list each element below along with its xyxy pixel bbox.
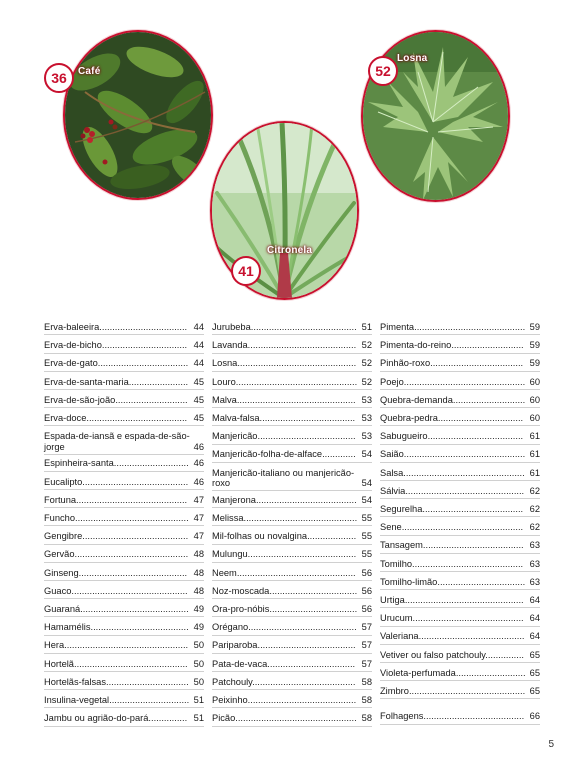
dot-leader: ......................................... [82, 531, 189, 542]
index-entry [212, 713, 372, 726]
index-entry-page: 61 [529, 449, 540, 460]
index-entry [44, 568, 204, 581]
index-entry [44, 413, 204, 426]
index-entry [380, 322, 540, 335]
index-entry [44, 431, 204, 455]
index-entry [212, 377, 372, 390]
index-entry [212, 431, 372, 444]
index-entry [44, 549, 204, 562]
dot-leader: ........................................... [412, 613, 524, 624]
index-entry-name: Tomilho [380, 558, 413, 569]
index-entry [380, 377, 540, 390]
index-entry [380, 559, 540, 572]
index-entry-page: 50 [193, 658, 204, 669]
index-entry-name: Louro [212, 376, 236, 387]
dot-leader: ............... [148, 713, 188, 724]
index-entry-page: 57 [361, 640, 372, 651]
dot-leader: ............................ [115, 394, 188, 405]
index-entry-name: Jurubeba [212, 322, 251, 332]
index-entry-name: Hortelã [44, 658, 74, 669]
index-entry-name: Espada-de-iansã e espada-de-são-jorge [44, 431, 190, 452]
index-entry-name: Lavanda [212, 340, 248, 351]
index-entry-name: Pariparoba [212, 640, 258, 651]
index-entry-page: 46 [193, 476, 204, 487]
dot-leader: .......................................... [247, 695, 357, 705]
dot-leader: ............................................ [243, 513, 358, 523]
index-entry-name: Valeriana [380, 631, 419, 642]
dot-leader: ............................................ [73, 658, 188, 669]
index-entry-page: 44 [193, 322, 204, 332]
dot-leader: ........................................... [412, 558, 524, 569]
index-entry-name: Folhagens [380, 711, 424, 722]
index-entry-name: Quebra-pedra [380, 413, 438, 423]
index-entry-page: 54 [361, 494, 372, 505]
index-entry [380, 395, 540, 408]
index-entry-name: Erva-baleeira [44, 322, 100, 332]
index-entry-page: 58 [361, 695, 372, 705]
photo-number-badge: 36 [44, 63, 74, 93]
index-entry-name: Vetiver ou falso patchouly [380, 649, 486, 660]
index-entry-page: 62 [529, 504, 540, 514]
dot-leader: ............................................... [401, 522, 524, 533]
index-entry-name: Melissa [212, 513, 244, 523]
index-entry-name: Gervão [44, 549, 75, 560]
index-entry-page: 61 [529, 467, 540, 478]
dot-leader: ................................. [437, 413, 524, 423]
index-entry-name: Erva-de-santa-maria [44, 376, 129, 387]
index-entry-page: 53 [361, 394, 372, 405]
dot-leader: ............................... [109, 695, 190, 705]
dot-leader: ............................................. [408, 686, 526, 696]
index-entry [380, 486, 540, 499]
index-entry [212, 495, 372, 508]
index-entry-page: 53 [361, 431, 372, 442]
index-entry [380, 340, 540, 353]
index-entry [44, 531, 204, 544]
index-entry [380, 413, 540, 426]
index-entry-page: 52 [361, 340, 372, 351]
dot-leader: .................................. [99, 322, 188, 332]
dot-leader: ...................................... [257, 640, 356, 651]
index-entry-page: 66 [529, 711, 540, 722]
index-entry [380, 595, 540, 608]
dot-leader: .................................. [269, 585, 358, 596]
index-entry-name: Saião [380, 449, 404, 460]
index-entry-name: Erva-de-são-joão [44, 394, 116, 405]
index-entry [212, 513, 372, 526]
index-entry [380, 358, 540, 371]
index-entry-page: 45 [193, 376, 204, 387]
dot-leader: ....................................... [423, 711, 525, 722]
index-entry-name: Salsa [380, 467, 404, 478]
index-entry-name: Sálvia [380, 485, 406, 496]
index-entry [380, 668, 540, 681]
index-entry-page: 64 [529, 595, 540, 605]
index-entry-name: Mulungu [212, 549, 248, 560]
index-entry-page: 47 [193, 531, 204, 542]
index-entry [380, 468, 540, 481]
photo-number-badge: 52 [368, 56, 398, 86]
index-entry-page: 52 [361, 358, 372, 369]
index-entry-page: 44 [193, 358, 204, 369]
index-entry-name: Guaraná [44, 604, 81, 614]
index-entry-name: Manjericão [212, 431, 258, 442]
photo-label: Citronela [267, 245, 313, 256]
index-entry-page: 65 [529, 649, 540, 660]
index-entry [212, 659, 372, 672]
index-entry-page: 49 [193, 622, 204, 633]
index-entry-page: 55 [361, 549, 372, 560]
index-entry-page: 63 [529, 558, 540, 569]
dot-leader: ....................................... [255, 494, 357, 505]
dot-leader: ........................................ [252, 676, 356, 687]
dot-leader: .......................................... [78, 567, 188, 578]
index-entry-name: Insulina-vegetal [44, 695, 110, 705]
index-entry [44, 322, 204, 335]
index-entry-name: Segurelha [380, 504, 423, 514]
dot-leader: ......................................... [82, 476, 189, 487]
index-entry [212, 340, 372, 353]
index-entry [212, 586, 372, 599]
dot-leader: .......................................... [80, 604, 189, 614]
index-entry-name: Malva-falsa [212, 413, 260, 423]
index-entry-name: Urtiga [380, 595, 405, 605]
index-entry [212, 568, 372, 581]
index-entry [44, 695, 204, 708]
index-entry [44, 586, 204, 599]
dot-leader: ........................................... [414, 322, 526, 332]
index-entry-name: Orégano [212, 622, 249, 633]
index-entry [212, 395, 372, 408]
index-entry-name: Losna [212, 358, 238, 369]
index-entry-page: 52 [361, 376, 372, 387]
dot-leader: ............. [322, 449, 356, 460]
index-entry-name: Erva-doce [44, 413, 87, 423]
index-entry-page: 63 [529, 576, 540, 587]
index-entry-page: 46 [193, 458, 204, 469]
index-entry-page: 61 [529, 431, 540, 442]
dot-leader: .............................................. [405, 485, 525, 496]
dot-leader: .................................... [430, 358, 524, 369]
index-entry [44, 477, 204, 490]
index-entry-page: 64 [529, 613, 540, 624]
index-entry [44, 677, 204, 690]
dot-leader: .................................. [267, 658, 356, 669]
index-entry-page: 60 [529, 394, 540, 405]
index-entry [212, 640, 372, 653]
index-entry-page: 48 [193, 585, 204, 596]
index-entry-name: Pimenta [380, 322, 415, 332]
index-entry-name: Manjericão-folha-de-alface [212, 449, 323, 460]
index-entry-page: 57 [361, 622, 372, 633]
index-entry-name: Mil-folhas ou novalgina [212, 531, 308, 542]
index-entry [380, 522, 540, 535]
index-entry-page: 65 [529, 667, 540, 678]
index-entry-name: Pinhão-roxo [380, 358, 431, 369]
index-entry [44, 659, 204, 672]
index-entry-name: Violeta-perfumada [380, 667, 456, 678]
index-entry [212, 449, 372, 462]
index-entry-name: Noz-moscada [212, 585, 270, 596]
index-entry [380, 540, 540, 553]
index-entry [212, 468, 372, 492]
index-entry [380, 504, 540, 517]
dot-leader: ............................ [451, 340, 524, 351]
index-entry [44, 495, 204, 508]
index-entry-name: Tomilho-limão [380, 576, 438, 587]
index-entry-name: Espinheira-santa [44, 458, 114, 469]
index-entry-page: 50 [193, 676, 204, 687]
index-entry-page: 54 [361, 478, 372, 488]
index-entry-page: 59 [529, 340, 540, 351]
index-entry-page: 45 [193, 394, 204, 405]
index-entry-page: 49 [193, 604, 204, 614]
dot-leader: .............................................. [237, 358, 357, 369]
photo-number-badge: 41 [231, 256, 261, 286]
index-entry-page: 64 [529, 631, 540, 642]
index-entry-name: Funcho [44, 513, 76, 523]
dot-leader: ............................................... [235, 713, 357, 724]
index-entry-name: Malva [212, 394, 237, 405]
dot-leader: .............................................. [236, 394, 356, 405]
index-entry-page: 59 [529, 322, 540, 332]
index-entry [212, 549, 372, 562]
dot-leader: ...................................... [90, 622, 189, 633]
dot-leader: .................................. [437, 576, 526, 587]
index-entry [380, 577, 540, 590]
dot-leader: ............... [485, 649, 525, 660]
index-entry-page: 51 [361, 322, 372, 332]
dot-leader: ............................ [452, 394, 526, 405]
index-entry-name: Picão [212, 713, 236, 724]
index-entry [44, 622, 204, 635]
index-entry [380, 650, 540, 663]
index-entry-page: 60 [529, 376, 540, 387]
dot-leader: ............................. [113, 458, 189, 469]
index-entry-page: 65 [529, 686, 540, 696]
index-entry-name: Hamamélis [44, 622, 91, 633]
dot-leader: ....................................... [422, 540, 524, 551]
index-entry [44, 377, 204, 390]
dot-leader: ............................................. [71, 585, 188, 596]
index-entry-name: Fortuna [44, 494, 77, 505]
dot-leader: .......................................... [247, 340, 357, 351]
dot-leader: ............................................ [75, 513, 189, 523]
index-entry-name: Pata-de-vaca [212, 658, 268, 669]
index-entry-page: 62 [529, 522, 540, 533]
dot-leader: ................................. [101, 340, 188, 351]
index-entry [380, 431, 540, 444]
index-entry [212, 413, 372, 426]
index-entry-name: Patchouly [212, 676, 253, 687]
dot-leader: ............................................... [235, 376, 358, 387]
index-entry [212, 531, 372, 544]
index-entry-page: 47 [193, 513, 204, 523]
dot-leader: .................................. [269, 604, 358, 614]
index-entry-name: Peixinho [212, 695, 248, 705]
index-entry [212, 358, 372, 371]
index-entry-page: 58 [361, 713, 372, 724]
index-entry-page: 56 [361, 585, 372, 596]
index-entry-name: Manjericão-italiano ou manjericão-roxo [212, 467, 355, 488]
index-entry-page: 47 [193, 494, 204, 505]
dot-leader: .......................................... [248, 622, 357, 633]
index-entry [212, 695, 372, 708]
dot-leader: ..................................... [427, 431, 524, 442]
index-entry [380, 711, 540, 724]
index-entry-name: Sene [380, 522, 402, 533]
page-number: 5 [548, 739, 554, 750]
index-entry-name: Manjerona [212, 494, 256, 505]
index-entry [212, 604, 372, 617]
index-entry [380, 631, 540, 644]
index-entry-page: 60 [529, 413, 540, 423]
index-entry-page: 51 [193, 713, 204, 724]
index-entry-name: Ora-pro-nóbis [212, 604, 270, 614]
dot-leader: ....................................... [422, 504, 524, 514]
index-entry-page: 46 [193, 441, 204, 452]
dot-leader: ................................ [106, 676, 189, 687]
index-entry [380, 686, 540, 699]
dot-leader: ............................................... [403, 376, 526, 387]
photo-label: Losna [397, 53, 428, 64]
dot-leader: ................... [307, 531, 357, 542]
index-entry-page: 53 [361, 413, 372, 423]
index-entry-page: 58 [361, 676, 372, 687]
index-entry-page: 55 [361, 531, 372, 542]
index-entry-name: Ginseng [44, 567, 79, 578]
dot-leader: ......................................... [418, 631, 525, 642]
dot-leader: ........................................... [76, 494, 188, 505]
index-entry [44, 340, 204, 353]
dot-leader: ....................................... [86, 413, 188, 423]
index-entry-name: Erva-de-bicho [44, 340, 102, 351]
index-entry [44, 640, 204, 653]
index-entry-name: Gengibre [44, 531, 83, 542]
photo-label: Café [78, 66, 101, 77]
dot-leader: ....................... [128, 376, 189, 387]
index-entry [44, 358, 204, 371]
index-entry-page: 56 [361, 604, 372, 614]
index-entry-page: 56 [361, 567, 372, 578]
index-entry-page: 57 [361, 658, 372, 669]
dot-leader: .......................................... [247, 549, 357, 560]
index-entry-name: Hortelãs-falsas [44, 676, 107, 687]
dot-leader: ........................... [455, 667, 526, 678]
dot-leader: .............................................. [236, 567, 356, 578]
index-entry [212, 622, 372, 635]
index-entry-name: Urucum [380, 613, 413, 624]
index-entry [44, 395, 204, 408]
index-entry-name: Zimbro [380, 686, 409, 696]
index-entry-name: Hera [44, 640, 65, 651]
photo-cafe [63, 30, 213, 200]
dot-leader: ................................................ [64, 640, 189, 651]
index-entry-name: Neem [212, 567, 237, 578]
index-entry-name: Sabugueiro [380, 431, 428, 442]
index-entry-page: 63 [529, 540, 540, 551]
index-entry [380, 613, 540, 626]
index-entry [380, 449, 540, 462]
index-entry-name: Pimenta-do-reino [380, 340, 452, 351]
index-entry-page: 44 [193, 340, 204, 351]
dot-leader: ............................................ [74, 549, 189, 560]
dot-leader: ................................... [97, 358, 189, 369]
index-entry-page: 48 [193, 549, 204, 560]
dot-leader: ............................................... [403, 467, 525, 478]
dot-leader: ..................................... [259, 413, 356, 423]
index-entry [212, 322, 372, 335]
index-entry-page: 51 [193, 695, 204, 705]
index-entry [44, 513, 204, 526]
index-entry-name: Quebra-demanda [380, 394, 453, 405]
index-entry-name: Jambu ou agrião-do-pará [44, 713, 149, 724]
index-entry-name: Guaco [44, 585, 72, 596]
index-entry-page: 59 [529, 358, 540, 369]
index-entry [44, 604, 204, 617]
index-entry-page: 50 [193, 640, 204, 651]
index-entry [44, 458, 204, 471]
index-entry-page: 55 [361, 513, 372, 523]
index-entry-name: Erva-de-gato [44, 358, 98, 369]
index-entry-page: 62 [529, 485, 540, 496]
dot-leader: .............................................. [404, 595, 524, 605]
dot-leader: ......................................... [250, 322, 357, 332]
index-entry-page: 54 [361, 449, 372, 460]
dot-leader: ...................................... [257, 431, 356, 442]
dot-leader: ............................................... [403, 449, 526, 460]
index-entry-name: Tansagem [380, 540, 423, 551]
index-entry-name: Eucalipto [44, 476, 83, 487]
index-entry [44, 713, 204, 726]
index-entry-page: 45 [193, 413, 204, 423]
index-entry [212, 677, 372, 690]
index-entry-name: Poejo [380, 376, 404, 387]
index-entry-page: 48 [193, 567, 204, 578]
